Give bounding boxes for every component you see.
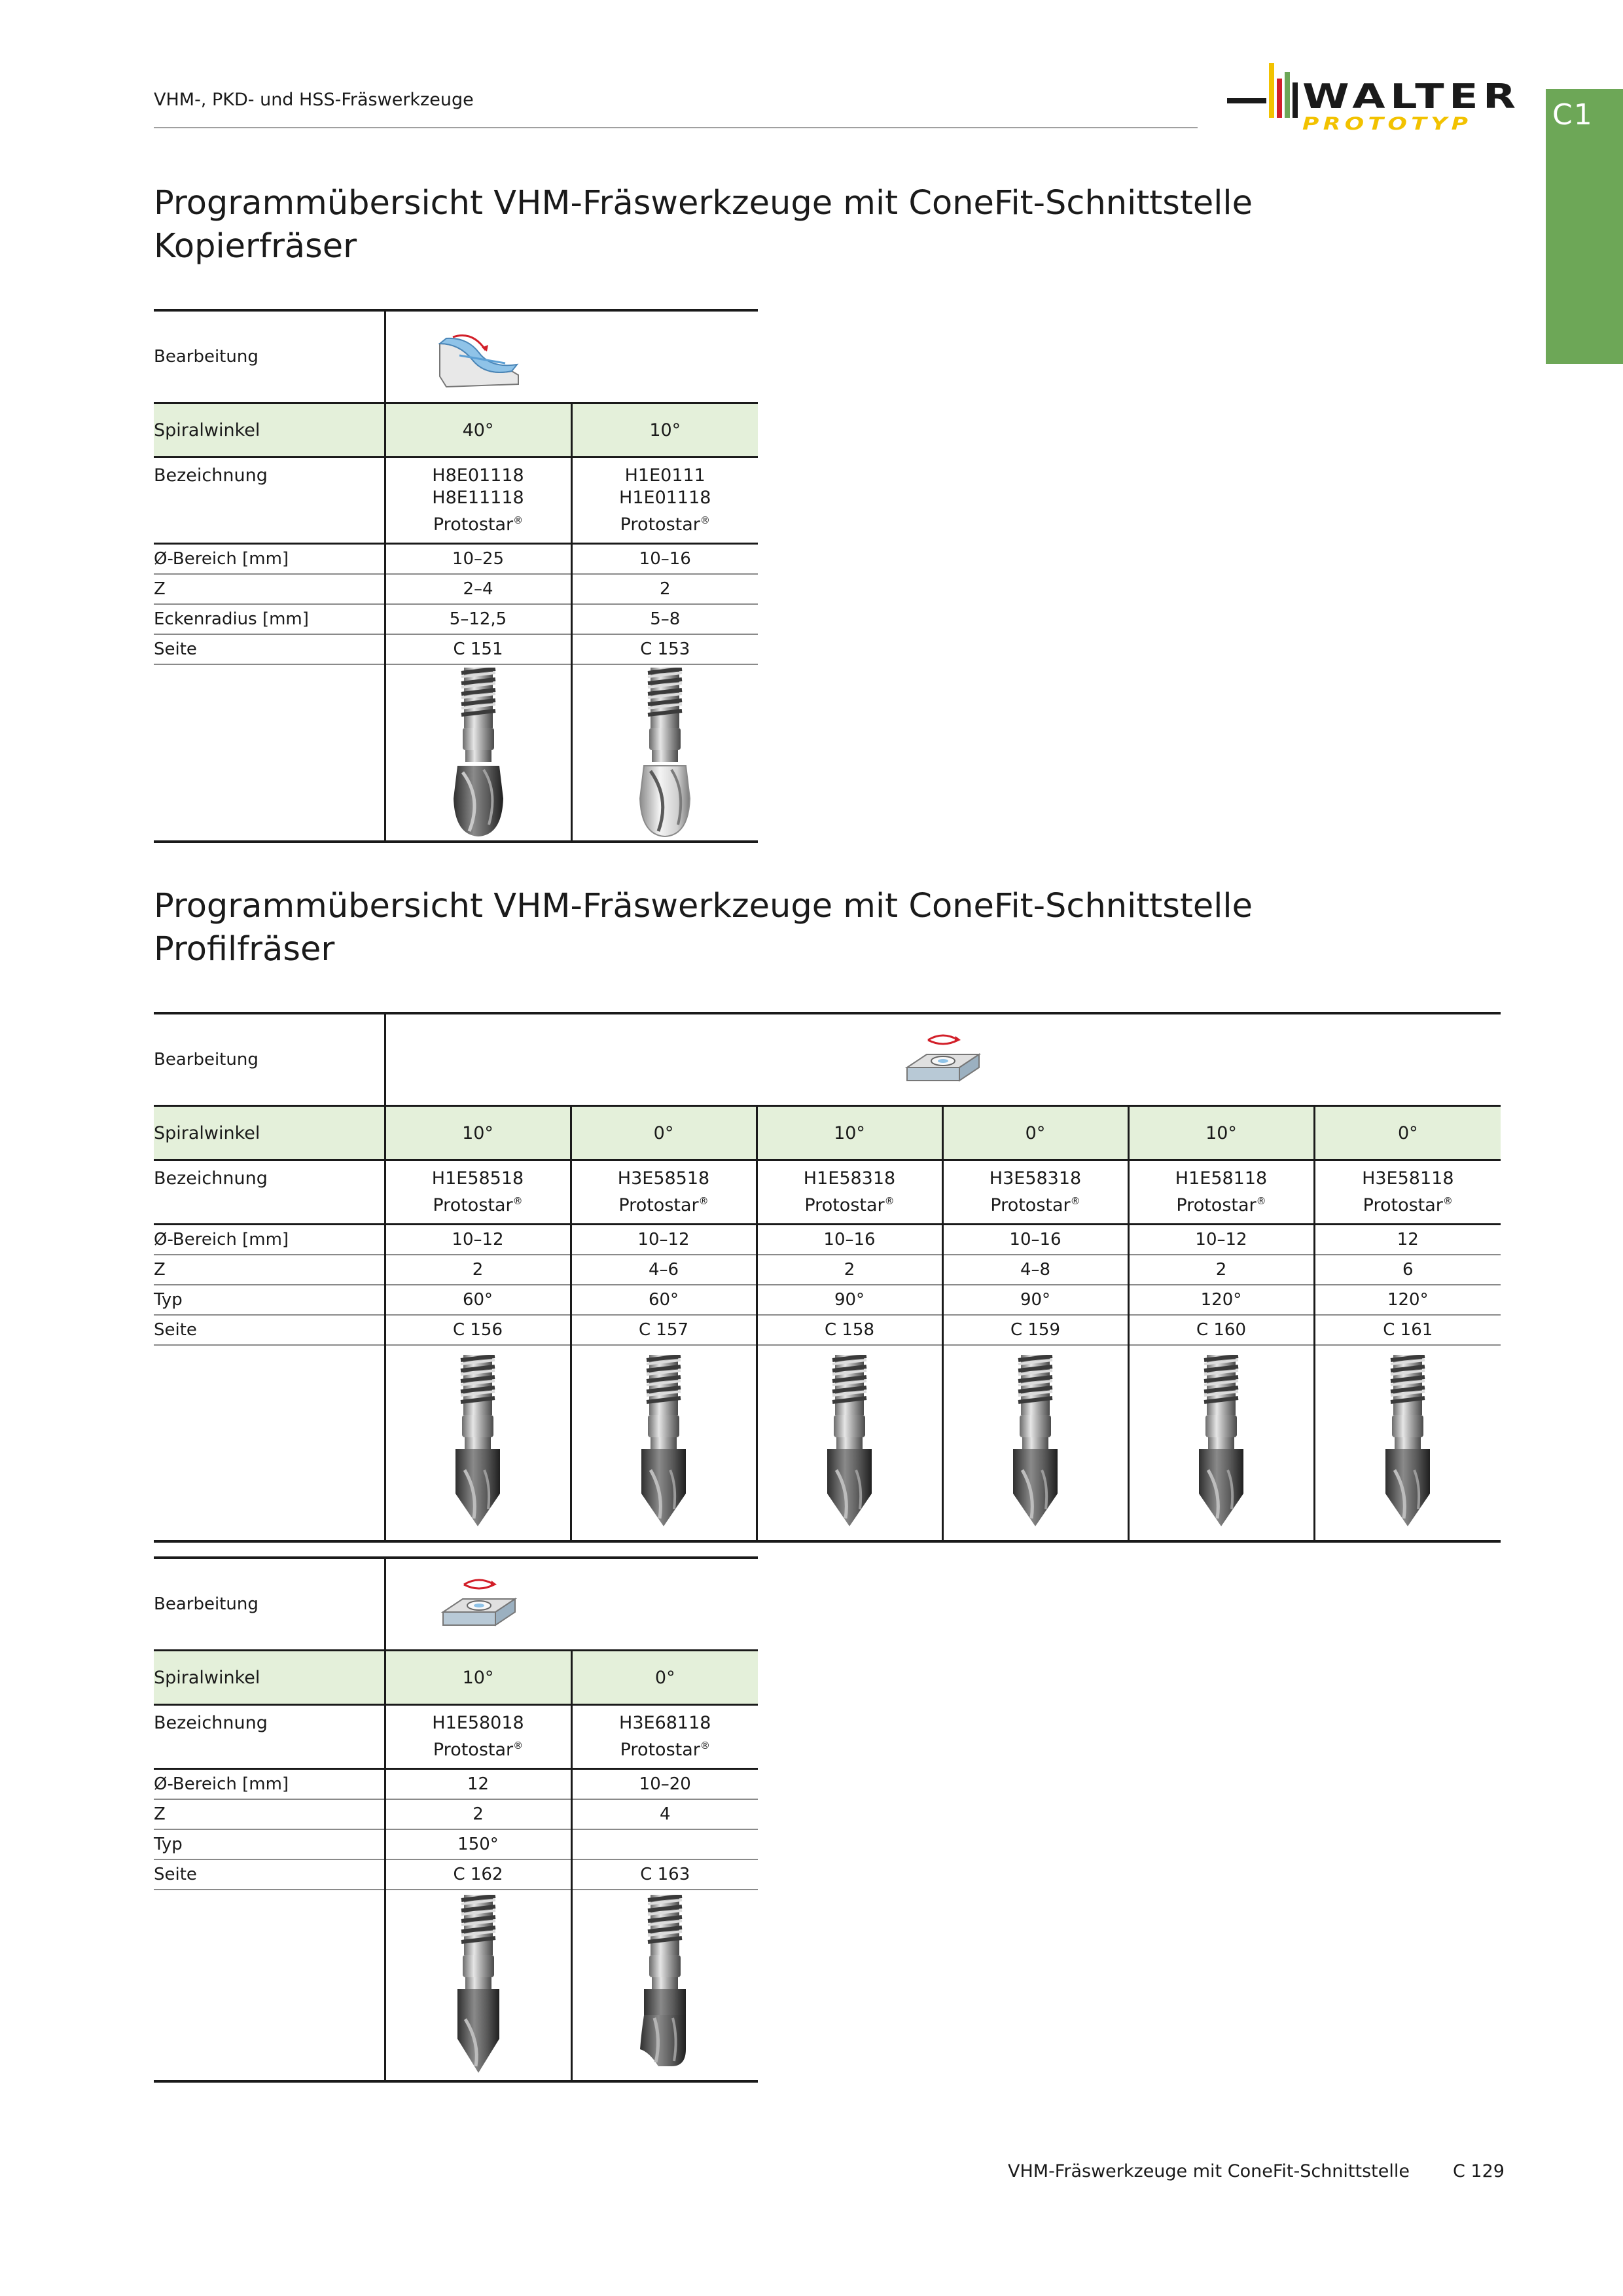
cell-z: 2: [385, 1799, 571, 1829]
cell-typ: 60°: [385, 1285, 571, 1315]
label-typ: Typ: [154, 1829, 385, 1859]
tool-image-cell: [571, 1345, 757, 1541]
product-line: Protostar: [433, 1740, 514, 1760]
label-bearbeitung: Bearbeitung: [154, 1013, 385, 1106]
header-rule: [154, 127, 1198, 128]
product-line: Protostar: [618, 1195, 699, 1215]
designation: H3E68118: [619, 1713, 711, 1733]
designation: H8E11118: [432, 488, 524, 508]
cell-seite: C 158: [757, 1315, 942, 1345]
cell-z: 2: [571, 574, 758, 604]
cell-spiral: 0°: [942, 1106, 1128, 1160]
cell-spiral: 0°: [571, 1106, 757, 1160]
copy-milling-icon: [433, 324, 525, 389]
chamfer-milling-icon: [437, 1573, 522, 1636]
cell-durchmesser: 10–20: [571, 1769, 758, 1800]
cell-bezeichnung: [757, 1160, 942, 1225]
registered-mark: ®: [884, 1195, 895, 1207]
cell-z: 2: [757, 1255, 942, 1285]
cell-durchmesser: 10–16: [942, 1225, 1128, 1255]
cell-bezeichnung: [385, 1705, 571, 1769]
cell-typ: 120°: [1314, 1285, 1501, 1315]
cell-z: 2: [385, 1255, 571, 1285]
cell-z: 4–8: [942, 1255, 1128, 1285]
chamfer-mill-icon: [1181, 1355, 1262, 1532]
cell-seite: C 160: [1128, 1315, 1314, 1345]
chamfer-mill-icon: [437, 1355, 518, 1532]
section-title-line1: Programmübersicht VHM-Fräswerkzeuge mit ConeFit-Schnittstelle: [154, 887, 1253, 925]
label-durchmesser: Ø-Bereich [mm]: [154, 1769, 385, 1800]
section-title-line1: Programmübersicht VHM-Fräswerkzeuge mit ConeFit-Schnittstelle: [154, 184, 1253, 223]
tool-image-cell: [385, 664, 571, 842]
ball-nose-polished-icon: [622, 668, 707, 838]
cell-typ: 90°: [757, 1285, 942, 1315]
chapter-tab-label: C1: [1552, 98, 1594, 132]
cell-bezeichnung: [385, 1160, 571, 1225]
designation: H1E0111: [624, 465, 705, 486]
registered-mark: ®: [513, 1740, 524, 1751]
cell-z: 4: [571, 1799, 758, 1829]
cell-bezeichnung: [571, 1705, 758, 1769]
section-title-line2: Profilfräser: [154, 930, 335, 969]
cell-spiral: 0°: [1314, 1106, 1501, 1160]
cell-durchmesser: 10–16: [757, 1225, 942, 1255]
designation: H1E58018: [432, 1713, 524, 1733]
chamfer-mill-icon: [623, 1355, 704, 1532]
cell-durchmesser: 10–12: [385, 1225, 571, 1255]
cell-spiral: 10°: [1128, 1106, 1314, 1160]
cell-seite: C 156: [385, 1315, 571, 1345]
designation: H8E01118: [432, 465, 524, 486]
tool-image-cell: [1314, 1345, 1501, 1541]
tool-image-cell: [757, 1345, 942, 1541]
registered-mark: ®: [700, 1740, 710, 1751]
label-spiralwinkel: Spiralwinkel: [154, 1651, 385, 1705]
cell-seite: C 151: [385, 634, 571, 664]
cell-durchmesser: 10–25: [385, 544, 571, 575]
tool-image-cell: [385, 1890, 571, 2081]
label-eckenradius: Eckenradius [mm]: [154, 604, 385, 634]
cell-spiral: 0°: [571, 1651, 758, 1705]
cell-bezeichnung: [1314, 1160, 1501, 1225]
registered-mark: ®: [513, 514, 524, 526]
cell-eckenradius: 5–12,5: [385, 604, 571, 634]
ball-nose-dark-icon: [436, 668, 521, 838]
designation: H1E58518: [431, 1168, 524, 1189]
label-z: Z: [154, 1799, 385, 1829]
product-line: Protostar: [620, 1740, 700, 1760]
cell-bezeichnung: [385, 457, 571, 544]
logo-sub-text: PROTOTYP: [1302, 114, 1472, 134]
cell-spiral: 40°: [385, 403, 571, 457]
label-spiralwinkel: Spiralwinkel: [154, 403, 385, 457]
cell-bezeichnung: [942, 1160, 1128, 1225]
label-bezeichnung: Bezeichnung: [154, 1705, 385, 1769]
cell-seite: C 162: [385, 1859, 571, 1890]
label-seite: Seite: [154, 634, 385, 664]
cell-durchmesser: 10–12: [1128, 1225, 1314, 1255]
cell-seite: C 153: [571, 634, 758, 664]
label-seite: Seite: [154, 1859, 385, 1890]
cell-durchmesser: 10–12: [571, 1225, 757, 1255]
tool-image-cell: [571, 664, 758, 842]
tool-image-cell: [385, 1345, 571, 1541]
table-kopierfraeser: [154, 309, 758, 843]
cell-durchmesser: 12: [385, 1769, 571, 1800]
registered-mark: ®: [698, 1195, 709, 1207]
cell-seite: C 159: [942, 1315, 1128, 1345]
cell-bezeichnung: [571, 1160, 757, 1225]
product-line: Protostar: [433, 1195, 513, 1215]
tool-image-cell: [1128, 1345, 1314, 1541]
cell-typ: 90°: [942, 1285, 1128, 1315]
section-title-kopierfraeser: [154, 182, 1253, 268]
label-bearbeitung: Bearbeitung: [154, 1558, 385, 1651]
registered-mark: ®: [1070, 1195, 1080, 1207]
cell-spiral: 10°: [757, 1106, 942, 1160]
running-head: VHM-, PKD- und HSS-Fräswerkzeuge: [154, 90, 474, 110]
product-line: Protostar: [804, 1195, 885, 1215]
cell-z: 6: [1314, 1255, 1501, 1285]
section-title-profilfraeser: [154, 885, 1253, 971]
cell-typ: 120°: [1128, 1285, 1314, 1315]
table-profilfraeser-2: [154, 1556, 758, 2083]
cell-spiral: 10°: [385, 1651, 571, 1705]
designation: H3E58118: [1362, 1168, 1454, 1189]
cell-eckenradius: 5–8: [571, 604, 758, 634]
chamfer-mill-icon: [809, 1355, 890, 1532]
label-durchmesser: Ø-Bereich [mm]: [154, 544, 385, 575]
designation: H3E58318: [989, 1168, 1082, 1189]
chamfer-mill-icon: [1367, 1355, 1448, 1532]
cell-z: 2–4: [385, 574, 571, 604]
cell-z: 4–6: [571, 1255, 757, 1285]
label-seite: Seite: [154, 1315, 385, 1345]
designation: H1E58318: [803, 1168, 896, 1189]
product-line: Protostar: [990, 1195, 1071, 1215]
footer-title: VHM-Fräswerkzeuge mit ConeFit-Schnittstelle: [1008, 2161, 1410, 2181]
product-line: Protostar: [433, 514, 514, 535]
chapter-tab: [1546, 89, 1623, 364]
product-line: Protostar: [620, 514, 700, 535]
cell-typ: [571, 1829, 758, 1859]
table-profilfraeser: [154, 1012, 1501, 1543]
cell-seite: C 163: [571, 1859, 758, 1890]
cell-seite: C 157: [571, 1315, 757, 1345]
product-line: Protostar: [1176, 1195, 1257, 1215]
label-bearbeitung: Bearbeitung: [154, 310, 385, 403]
cell-seite: C 161: [1314, 1315, 1501, 1345]
tool-image-cell: [571, 1890, 758, 2081]
registered-mark: ®: [1256, 1195, 1266, 1207]
registered-mark: ®: [1442, 1195, 1453, 1207]
cell-bezeichnung: [1128, 1160, 1314, 1225]
tool-image-cell: [942, 1345, 1128, 1541]
label-durchmesser: Ø-Bereich [mm]: [154, 1225, 385, 1255]
radius-mill-icon: [624, 1895, 705, 2075]
walter-logo-mark: [1227, 59, 1306, 131]
product-line: Protostar: [1363, 1195, 1443, 1215]
registered-mark: ®: [700, 514, 710, 526]
cell-spiral: 10°: [385, 1106, 571, 1160]
cell-durchmesser: 12: [1314, 1225, 1501, 1255]
label-bezeichnung: Bezeichnung: [154, 1160, 385, 1225]
cell-z: 2: [1128, 1255, 1314, 1285]
cell-typ: 60°: [571, 1285, 757, 1315]
page-number: C 129: [1453, 2161, 1505, 2181]
cell-typ: 150°: [385, 1829, 571, 1859]
cell-spiral: 10°: [571, 403, 758, 457]
designation: H3E58518: [617, 1168, 710, 1189]
registered-mark: ®: [512, 1195, 523, 1207]
chamfer-mill-icon: [995, 1355, 1076, 1532]
chamfer-milling-icon: [901, 1028, 986, 1091]
label-z: Z: [154, 1255, 385, 1285]
label-bezeichnung: Bezeichnung: [154, 457, 385, 544]
logo-brand-text: WALTER: [1302, 77, 1521, 117]
cell-durchmesser: 10–16: [571, 544, 758, 575]
label-z: Z: [154, 574, 385, 604]
section-title-line2: Kopierfräser: [154, 227, 357, 266]
designation: H1E58118: [1175, 1168, 1268, 1189]
cell-bezeichnung: [571, 457, 758, 544]
chamfer-mill-150-icon: [438, 1895, 519, 2075]
label-typ: Typ: [154, 1285, 385, 1315]
designation: H1E01118: [619, 488, 711, 508]
label-spiralwinkel: Spiralwinkel: [154, 1106, 385, 1160]
